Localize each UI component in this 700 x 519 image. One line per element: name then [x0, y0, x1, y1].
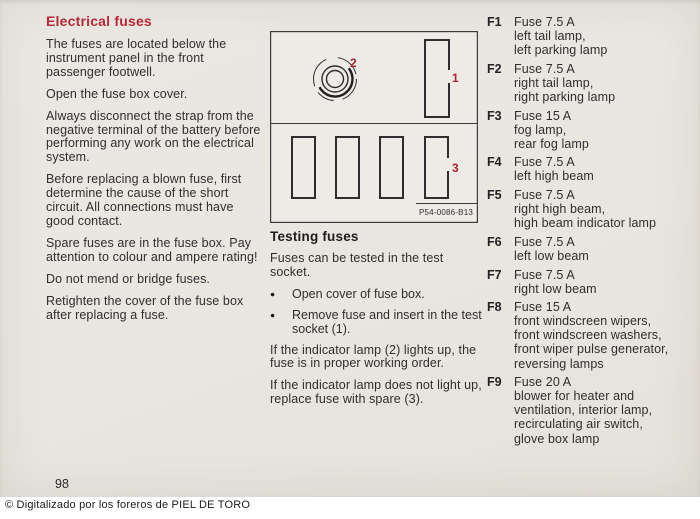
fuse-entry — [487, 300, 695, 370]
fuse-circuit: glove box lamp — [514, 431, 600, 446]
paragraph: Open the fuse box cover. — [46, 86, 188, 101]
fuse-id: F1 — [487, 15, 502, 29]
fuse-circuit: front windscreen washers, — [514, 328, 662, 343]
bullet-text: Open cover of fuse box. — [292, 286, 425, 301]
paragraph: Retighten the cover of the fuse box after replacing a fuse. — [46, 293, 244, 322]
bullet-icon: ● — [270, 309, 276, 320]
fuse-details — [514, 15, 695, 57]
fuse-circuit: fog lamp, — [514, 122, 567, 137]
fuse-circuit: ventilation, interior lamp, — [514, 403, 653, 418]
fuse-id: F7 — [487, 267, 502, 282]
fuse-rating: Fuse 7.5 A — [514, 61, 575, 76]
fuse-rating: Fuse 7.5 A — [514, 234, 575, 249]
fuse-rating: Fuse 20 A — [514, 375, 572, 390]
fuse-circuit: left tail lamp, — [514, 29, 586, 44]
fuse-rating: Fuse 7.5 A — [514, 15, 575, 29]
fuse-circuit: reversing lamps — [514, 356, 604, 371]
fuse-entry — [487, 188, 695, 230]
fuse-details — [514, 62, 695, 104]
testing-paragraphs — [270, 344, 484, 408]
paragraph: If the indicator lamp does not light up, replace fuse with spare (3). — [270, 378, 482, 407]
fuse-entry — [487, 155, 695, 183]
fuse-id: F8 — [487, 300, 502, 315]
bullet-item — [270, 309, 484, 337]
fuse-circuit: right tail lamp, — [514, 75, 594, 90]
fuse-box-outline — [271, 32, 478, 223]
fuse-id: F2 — [487, 61, 502, 76]
fuse-circuit: blower for heater and — [514, 389, 635, 404]
fuse-details — [514, 235, 695, 263]
paragraph: Spare fuses are in the fuse box. Pay attention to colour and ampere rating! — [46, 235, 258, 264]
fuse-circuit: front wiper pulse generator, — [514, 342, 669, 357]
paragraph: If the indicator lamp (2) lights up, the fuse is in proper working order. — [270, 342, 477, 371]
fuse-rating: Fuse 15 A — [514, 300, 572, 315]
fuse-entry — [487, 109, 695, 151]
fuse-circuit: right high beam, — [514, 202, 606, 217]
fuse-entry — [487, 15, 695, 57]
digitization-credit: © Digitalizado por los foreros de PIEL DE TORO — [5, 499, 251, 511]
fuse-list-column — [487, 15, 695, 450]
paragraph: Before replacing a blown fuse, first determine the cause of the short circuit. All connections must have good contact. — [46, 172, 242, 228]
bullet-text: Remove fuse and insert in the test socket (1). — [292, 307, 482, 336]
fuse-rating: Fuse 7.5 A — [514, 188, 575, 203]
paragraph: Do not mend or bridge fuses. — [46, 271, 210, 286]
testing-bullets — [270, 288, 484, 337]
fuse-id: F6 — [487, 234, 502, 249]
paragraph: The fuses are located below the instrument panel in the front passenger footwell. — [46, 37, 227, 79]
diagram-column — [270, 31, 478, 228]
fuse-details — [514, 109, 695, 151]
fuse-entry — [487, 235, 695, 263]
fuse-details — [514, 268, 695, 296]
fuse-id: F3 — [487, 108, 502, 123]
testing-intro: Fuses can be tested in the test socket. — [270, 251, 444, 279]
section-heading: Electrical fuses — [46, 13, 152, 29]
callout-2-indicator-lamp: 2 — [350, 56, 357, 70]
fuse-entry — [487, 268, 695, 296]
fuse-id: F9 — [487, 375, 502, 390]
fuse-rating: Fuse 15 A — [514, 108, 572, 123]
testing-heading: Testing fuses — [270, 229, 359, 244]
fuse-rating: Fuse 7.5 A — [514, 155, 575, 170]
fuse-entry — [487, 375, 695, 445]
page-number: 98 — [55, 477, 69, 491]
fuse-circuit: left high beam — [514, 169, 594, 184]
fuse-circuit: left parking lamp — [514, 43, 608, 58]
paragraph: Always disconnect the strap from the negative terminal of the battery before performing any work on the electrical system. — [46, 108, 261, 165]
fuse-circuit: right low beam — [514, 281, 597, 296]
fuse-circuit: high beam indicator lamp — [514, 216, 657, 231]
left-column-paragraphs — [46, 38, 265, 322]
diagram-part-number: P54-0086-B13 — [419, 208, 473, 217]
fuse-box-diagram — [270, 31, 478, 223]
fuse-circuit: rear fog lamp — [514, 136, 589, 151]
bullet-item — [270, 288, 484, 302]
fuse-circuit: left low beam — [514, 248, 589, 263]
fuse-details — [514, 188, 695, 230]
fuse-id: F4 — [487, 155, 502, 170]
fuse-entry — [487, 62, 695, 104]
fuse-circuit: recirculating air switch, — [514, 417, 643, 432]
fuse-id: F5 — [487, 188, 502, 203]
bullet-icon: ● — [270, 288, 276, 299]
callout-3-spare-fuse: 3 — [452, 161, 459, 175]
fuse-details — [514, 300, 695, 370]
left-column — [46, 13, 265, 330]
testing-fuses-section — [270, 229, 484, 415]
fuse-rating: Fuse 7.5 A — [514, 267, 575, 282]
fuse-details — [514, 155, 695, 183]
fuse-circuit: front windscreen wipers, — [514, 314, 652, 329]
callout-1-test-socket: 1 — [452, 71, 459, 85]
footer-strip — [0, 497, 700, 519]
fuse-circuit: right parking lamp — [514, 89, 616, 104]
fuse-details — [514, 375, 695, 445]
